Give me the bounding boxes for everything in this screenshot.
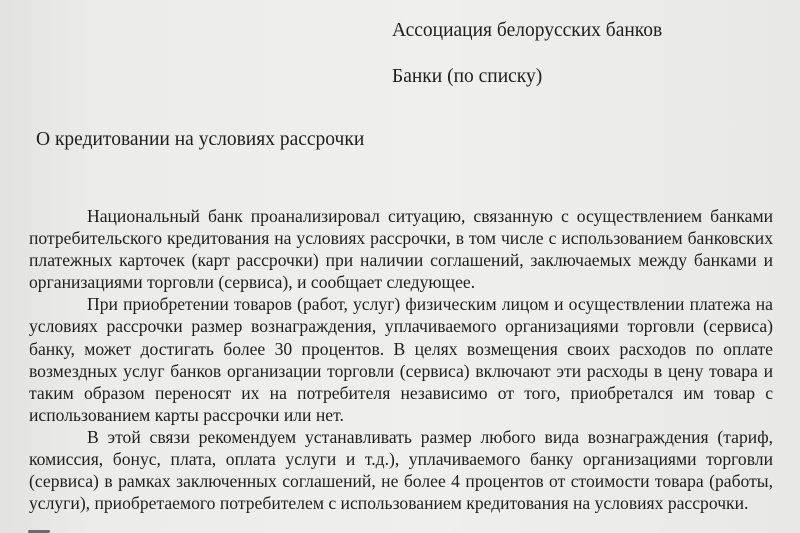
body-paragraph-3: В этой связи рекомендуем устанавливать размер любого вида вознаграждения (тариф, комиссия, бонус, плата, оплата услуги и т.д.), уплачиваемого банку организациями торговли (сервиса) в рамках заключенных соглашений, не более 4 процентов от стоимости товара (работы, услуги), приобретаемого потребителем с использованием кредитования на условиях рассрочки. — [29, 426, 773, 514]
recipient-banks: Банки (по списку) — [392, 66, 543, 87]
letter-subject: О кредитовании на условиях рассрочки — [36, 129, 365, 150]
body-paragraph-2: При приобретении товаров (работ, услуг) физическим лицом и осуществлении платежа на условиях рассрочки размер вознаграждения, уплачиваемого организациями торговли (сервиса) банку, может достигать более 30 процентов. В целях возмещения своих расходов по оплате возмездных услуг банков организации торговли (сервиса) включают эти расходы в цену товара и таким образом переносят их на потребителя независимо от того, приобретался им товар с использованием карты рассрочки или нет. — [29, 294, 773, 425]
body-paragraph-1: Национальный банк проанализировал ситуацию, связанную с осуществлением банками потребительского кредитования на условиях рассрочки, в том числе с использованием банковских платежных карточек (карт рассрочки) при наличии соглашений, заключаемых между банками и организациями торговли (сервиса), и сообщает следующее. — [29, 206, 773, 293]
letter-body — [29, 205, 773, 514]
recipient-association: Ассоциация белорусских банков — [392, 20, 663, 41]
